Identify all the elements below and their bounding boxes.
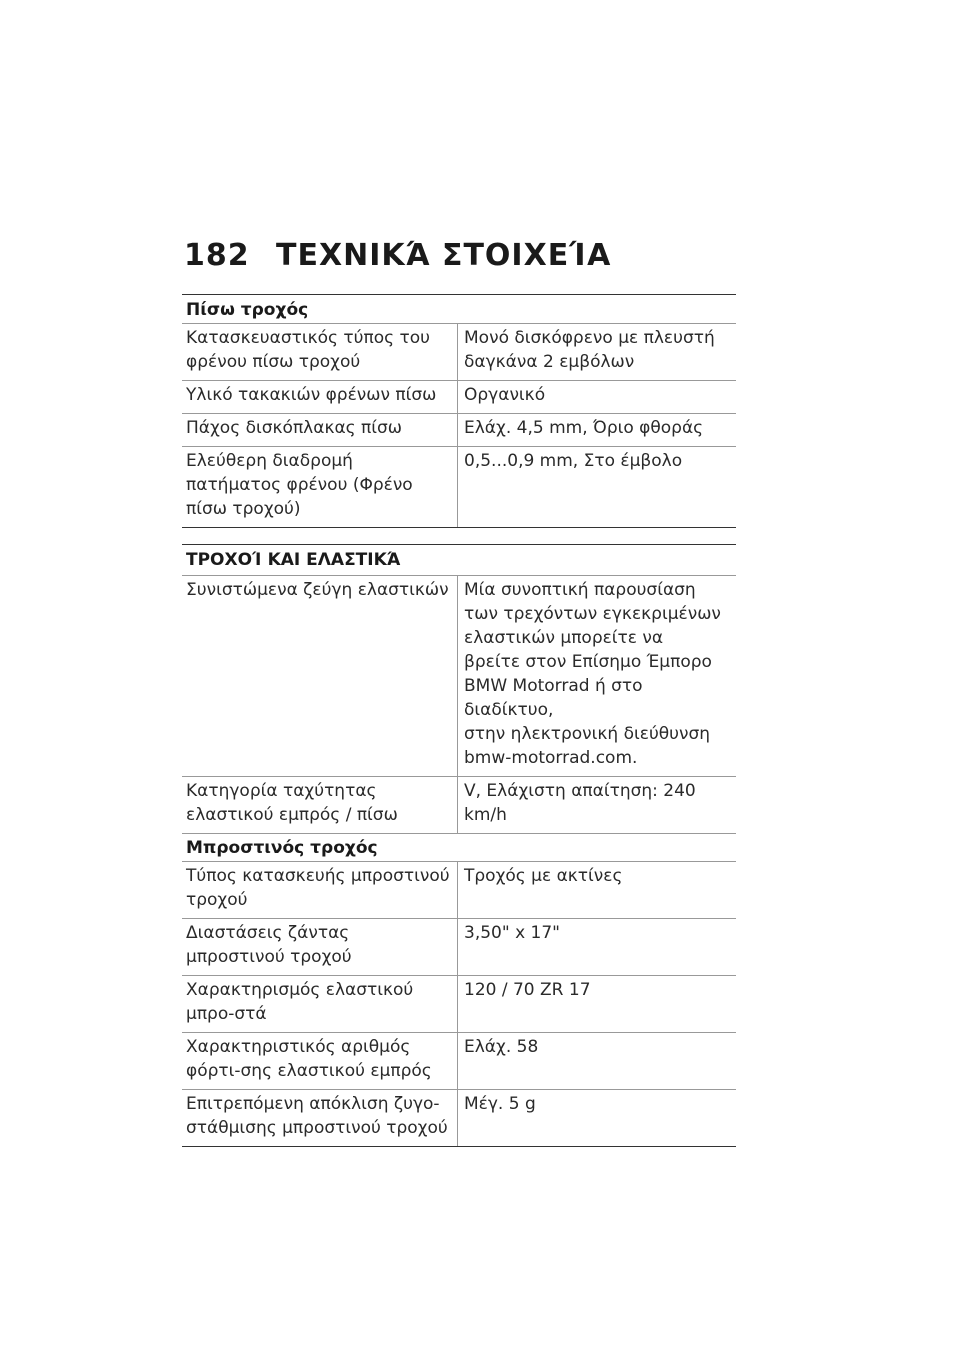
spec-value: 3,50" x 17" [464, 923, 560, 943]
table-row [182, 776, 736, 833]
spec-content [182, 294, 736, 1147]
spec-label: Επιτρεπόμενη απόκλιση ζυγο-στάθμισης μπροστινού τροχού [182, 1090, 458, 1146]
page-number: 182 [184, 238, 250, 273]
table-bottom-rule [182, 527, 736, 528]
spec-value: V, Ελάχιστη απαίτηση: 240 km/h [464, 781, 696, 825]
spec-label: Χαρακτηρισμός ελαστικού μπρο-στά [182, 976, 458, 1032]
table-row [182, 918, 736, 975]
spec-value: 120 / 70 ZR 17 [464, 980, 591, 1000]
table-row [182, 975, 736, 1032]
spec-label: Κατηγορία ταχύτητας ελαστικού εμπρός / πίσω [182, 777, 458, 833]
value-line: bmw-motorrad.com. [464, 748, 638, 768]
value-line: ελαστικών μπορείτε να [464, 628, 664, 648]
table-row [182, 575, 736, 776]
table-row [182, 1032, 736, 1089]
spec-label: Κατασκευαστικός τύπος του φρένου πίσω τροχού [182, 324, 458, 380]
spec-label: Τύπος κατασκευής μπροστινού τροχού [182, 862, 458, 918]
spec-value [458, 576, 736, 776]
spec-value: Τροχός με ακτίνες [464, 866, 623, 886]
table-bottom-rule [182, 1146, 736, 1147]
table-row [182, 413, 736, 446]
spec-value: Μέγ. 5 g [464, 1094, 536, 1114]
spec-value: Οργανικό [464, 385, 546, 405]
value-line: Μία συνοπτική παρουσίαση [464, 580, 696, 600]
spec-label: Συνιστώμενα ζεύγη ελαστικών [182, 576, 458, 776]
page-header [184, 238, 744, 282]
table-row [182, 323, 736, 380]
spec-label: Διαστάσεις ζάντας μπροστινού τροχού [182, 919, 458, 975]
table-row [182, 446, 736, 527]
spec-label: Πάχος δισκόπλακας πίσω [182, 414, 458, 446]
spec-value: Μονό δισκόφρενο με πλευστή δαγκάνα 2 εμβόλων [464, 328, 715, 372]
wheels-tires-heading: ΤΡΟΧΟΊ ΚΑΙ ΕΛΑΣΤΙΚΆ [182, 544, 736, 575]
spec-label: Ελεύθερη διαδρομή πατήματος φρένου (Φρένο πίσω τροχού) [182, 447, 458, 527]
value-line: βρείτε στον Επίσημο Έμπορο [464, 652, 712, 672]
spec-value: Ελάχ. 58 [464, 1037, 539, 1057]
rear-wheel-title: Πίσω τροχός [186, 300, 309, 320]
spec-value: 0,5...0,9 mm, Στο έμβολο [464, 451, 683, 471]
front-wheel-title: Μπροστινός τροχός [182, 833, 736, 861]
value-line: στην ηλεκτρονική διεύθυνση [464, 724, 711, 744]
spec-label: Χαρακτηριστικός αριθμός φόρτι-σης ελαστικού εμπρός [182, 1033, 458, 1089]
page-title: ΤΕΧΝΙΚΆ ΣΤΟΙΧΕΊΑ [276, 238, 612, 273]
value-line: των τρεχόντων εγκεκριμένων [464, 604, 721, 624]
table-row [182, 861, 736, 918]
value-line: BMW Motorrad ή στο διαδίκτυο, [464, 676, 643, 720]
spec-label: Υλικό τακακιών φρένων πίσω [182, 381, 458, 413]
table-row [182, 1089, 736, 1146]
spec-value: Ελάχ. 4,5 mm, Όριο φθοράς [464, 418, 704, 438]
table-row [182, 380, 736, 413]
